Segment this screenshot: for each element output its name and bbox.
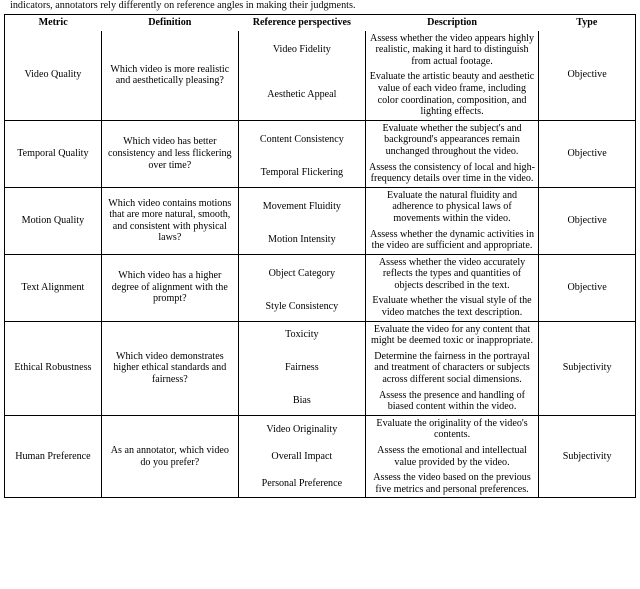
metric-type: Objective xyxy=(539,120,636,187)
perspective-description: Assess whether the dynamic activities in the video are sufficient and appropriate. xyxy=(365,227,538,255)
column-header-metric: Metric xyxy=(38,17,68,28)
header-row xyxy=(5,15,636,31)
perspective-description: Assess the presence and handling of biased content within the video. xyxy=(365,388,538,416)
metric-definition: As an annotator, which video do you prefer? xyxy=(101,415,238,498)
metric-type: Subjectivity xyxy=(539,415,636,498)
perspective-description: Assess whether the video appears highly realistic, making it hard to distinguish from actual footage. xyxy=(365,31,538,70)
perspective-description: Evaluate the video for any content that might be deemed toxic or inappropriate. xyxy=(365,321,538,349)
column-header-definition: Definition xyxy=(148,17,192,28)
metric-type: Objective xyxy=(539,187,636,254)
table-row xyxy=(5,254,636,293)
metric-definition: Which video has better consistency and less flickering over time? xyxy=(101,120,238,187)
caption-text: indicators, annotators rely differently on reference angles in making their judgments. xyxy=(10,0,356,11)
reference-perspective: Movement Fluidity xyxy=(238,187,365,226)
metric-definition: Which video contains motions that are more natural, smooth, and consistent with physical laws? xyxy=(101,187,238,254)
reference-perspective: Object Category xyxy=(238,254,365,293)
table-header xyxy=(5,15,636,31)
reference-perspective: Motion Intensity xyxy=(238,227,365,255)
table-row xyxy=(5,187,636,226)
reference-perspective: Content Consistency xyxy=(238,120,365,159)
metric-name: Video Quality xyxy=(24,69,82,81)
metric-name: Ethical Robustness xyxy=(5,321,102,415)
perspective-description: Assess the emotional and intellectual value provided by the video. xyxy=(365,443,538,470)
perspective-description: Assess the video based on the previous five metrics and personal preferences. xyxy=(365,470,538,498)
perspective-description: Evaluate whether the subject's and background's appearances remain unchanged throughout the video. xyxy=(365,120,538,159)
reference-perspective: Personal Preference xyxy=(238,470,365,498)
perspective-description: Evaluate whether the visual style of the video matches the text description. xyxy=(365,293,538,321)
reference-perspective: Style Consistency xyxy=(238,293,365,321)
evaluation-metrics-table xyxy=(4,14,636,498)
metric-name: Motion Quality xyxy=(5,187,102,254)
reference-perspective: Temporal Flickering xyxy=(238,160,365,188)
perspective-description: Assess the consistency of local and high-frequency details over time in the video. xyxy=(365,160,538,188)
metric-type: Objective xyxy=(539,31,636,121)
table-body xyxy=(5,31,636,498)
column-header-type: Type xyxy=(576,17,598,28)
metric-type: Objective xyxy=(539,254,636,321)
metric-definition: Which video is more realistic and aesthetically pleasing? xyxy=(101,31,238,121)
reference-perspective: Aesthetic Appeal xyxy=(238,69,365,120)
metric-name: Text Alignment xyxy=(5,254,102,321)
reference-perspective: Video Originality xyxy=(238,415,365,443)
table-row xyxy=(5,31,636,70)
metric-name: Temporal Quality xyxy=(5,120,102,187)
perspective-description: Evaluate the natural fluidity and adherence to physical laws of movements within the video. xyxy=(365,187,538,226)
metric-definition: Which video has a higher degree of alignment with the prompt? xyxy=(101,254,238,321)
perspective-description: Assess whether the video accurately reflects the types and quantities of objects described in the text. xyxy=(365,254,538,293)
reference-perspective: Toxicity xyxy=(238,321,365,349)
metric-name: Human Preference xyxy=(5,415,102,498)
table-row xyxy=(5,321,636,349)
metric-definition: Which video demonstrates higher ethical standards and fairness? xyxy=(101,321,238,415)
perspective-description: Evaluate the artistic beauty and aesthetic value of each video frame, including color coordination, composition, and lighting effects. xyxy=(365,69,538,120)
table-row xyxy=(5,120,636,159)
metric-type: Subjectivity xyxy=(539,321,636,415)
reference-perspective: Video Fidelity xyxy=(238,31,365,70)
reference-perspective: Bias xyxy=(238,388,365,416)
perspective-description: Determine the fairness in the portrayal and treatment of characters or subjects across different social dimensions. xyxy=(365,349,538,388)
column-header-description: Description xyxy=(427,17,477,28)
reference-perspective: Fairness xyxy=(238,349,365,388)
column-header-reference-perspectives: Reference perspectives xyxy=(252,17,351,28)
perspective-description: Evaluate the originality of the video's contents. xyxy=(365,415,538,443)
reference-perspective: Overall Impact xyxy=(238,443,365,470)
table-row xyxy=(5,415,636,443)
